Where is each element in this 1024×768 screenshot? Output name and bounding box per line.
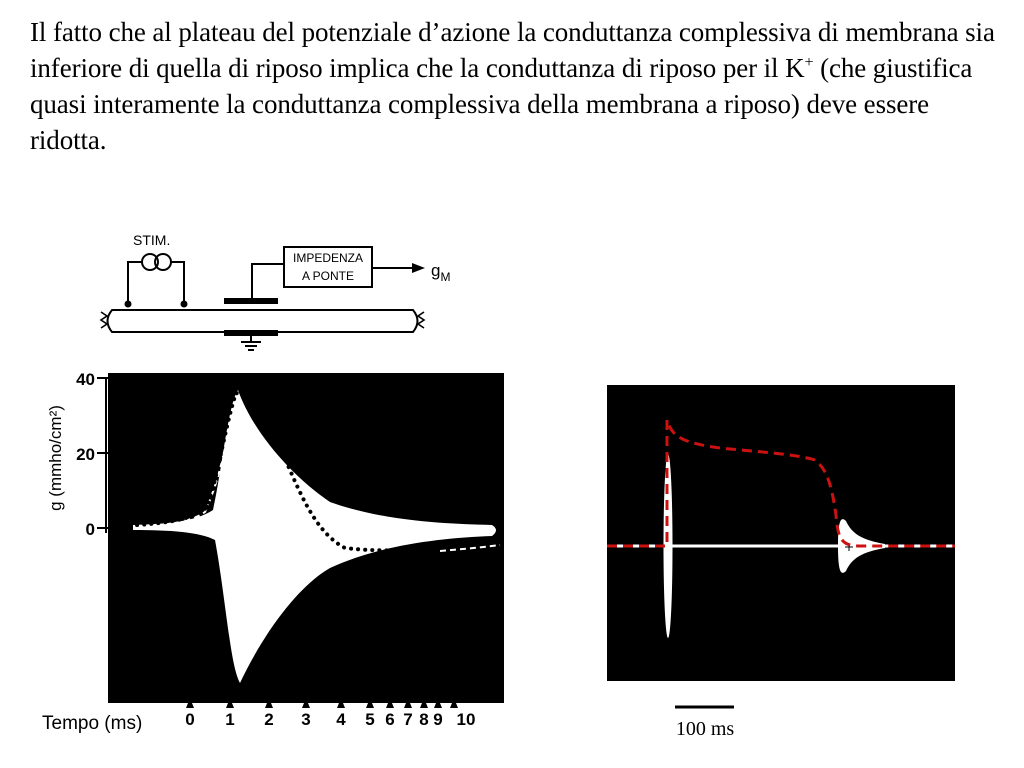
xtick-label-1: 1 [225,710,235,729]
xtick-label-5: 5 [365,710,375,729]
xtick-label-3: 3 [301,710,311,729]
bottom-plate-electrode [224,330,278,336]
electrode-left [125,301,132,308]
stim-label: STIM. [133,232,171,248]
xtick-label-6: 6 [385,710,395,729]
bridge-label-line2: A PONTE [301,269,355,283]
x-axis-label: Tempo (ms) [42,713,143,734]
ytick-label-0: 0 [85,520,95,539]
scale-bar-label: 100 ms [675,718,735,740]
output-label: $g_M$ [431,261,451,284]
electrode-right [181,301,188,308]
xtick-label-10: 10 [456,710,476,729]
axon-left-tie [101,312,107,328]
bridge-label-line1: IMPEDENZA [292,251,364,265]
intro-text-part1: Il fatto che al plateau del potenziale d’azione la conduttanza complessiva di membrana sia inferiore di quella di riposo implica che la conduttanza di riposo per il K [30,17,995,83]
axon-right-tie [418,312,424,328]
axon-tube [108,310,418,332]
xtick-label-4: 4 [336,710,346,729]
right-chart-background [607,385,955,681]
xtick-label-8: 8 [419,710,429,729]
ytick-label-20: 20 [76,445,95,464]
bridge-wire [252,264,284,298]
setup-diagram [101,232,450,350]
xtick-label-7: 7 [403,710,413,729]
right-chart [607,385,955,740]
potassium-superscript: + [804,54,814,71]
ytick-label-40: 40 [76,370,95,389]
arrow-head-icon [412,263,425,273]
xtick-label-9: 9 [433,710,443,729]
xtick-label-2: 2 [264,710,274,729]
intro-text-part2: (che giustifica quasi interamente la conduttanza complessiva della membrana a riposo) deve essere ridotta. [30,53,973,155]
ground-icon [241,336,261,350]
xtick-label-0: 0 [185,710,195,729]
top-plate-electrode [224,298,278,304]
y-axis-label: g (mmho/cm²) [46,405,65,511]
left-chart [42,370,504,734]
transformer-icon [142,254,171,270]
